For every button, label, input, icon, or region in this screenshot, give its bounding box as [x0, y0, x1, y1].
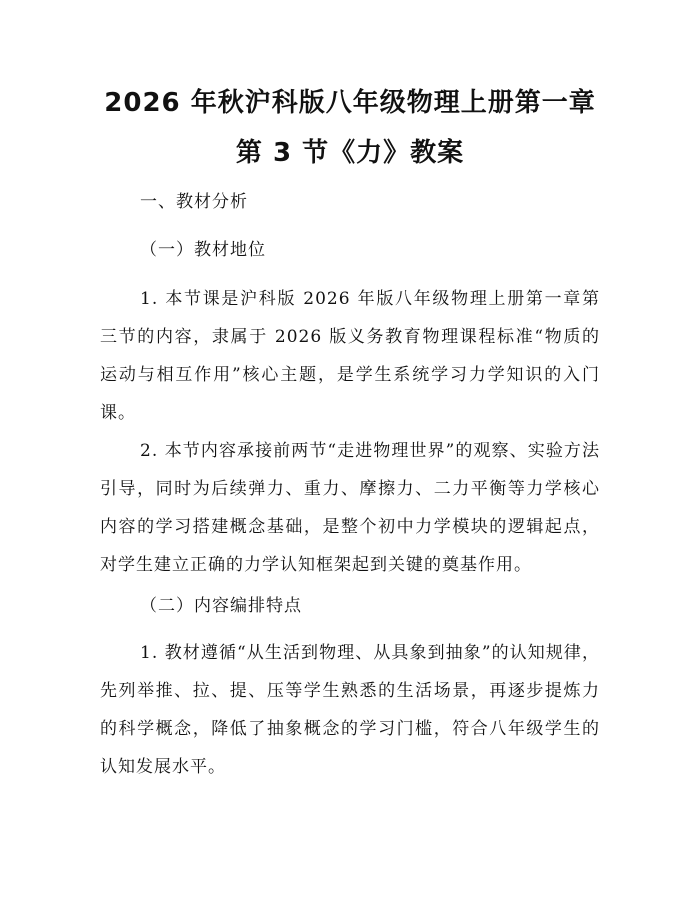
subsection-heading-textbook-status: （一）教材地位 [140, 240, 266, 260]
paragraph-textbook-status-1: 1. 本节课是沪科版 2026 年版八年级物理上册第一章第三节的内容，隶属于 2026 版义务教育物理课程标准“物质的运动与相互作用”核心主题，是学生系统学习力学知识的入门课。 [100, 289, 600, 423]
paragraph-content-features-1: 1. 教材遵循“从生活到物理、从具象到抽象”的认知规律，先列举推、拉、提、压等学生熟悉的生活场景，再逐步提炼力的科学概念，降低了抽象概念的学习门槛，符合八年级学生的认知发展水平。 [100, 643, 600, 777]
section-heading-textbook-analysis: 一、教材分析 [140, 192, 248, 212]
paragraph-textbook-status-2: 2. 本节内容承接前两节“走进物理世界”的观察、实验方法引导，同时为后续弹力、重力、摩擦力、二力平衡等力学核心内容的学习搭建概念基础，是整个初中力学模块的逻辑起点，对学生建立正确的力学认知框架起到关键的奠基作用。 [100, 441, 600, 575]
subsection-heading-content-features: （二）内容编排特点 [140, 596, 302, 616]
document-title: 2026 年秋沪科版八年级物理上册第一章第 3 节《力》教案 [104, 88, 596, 168]
